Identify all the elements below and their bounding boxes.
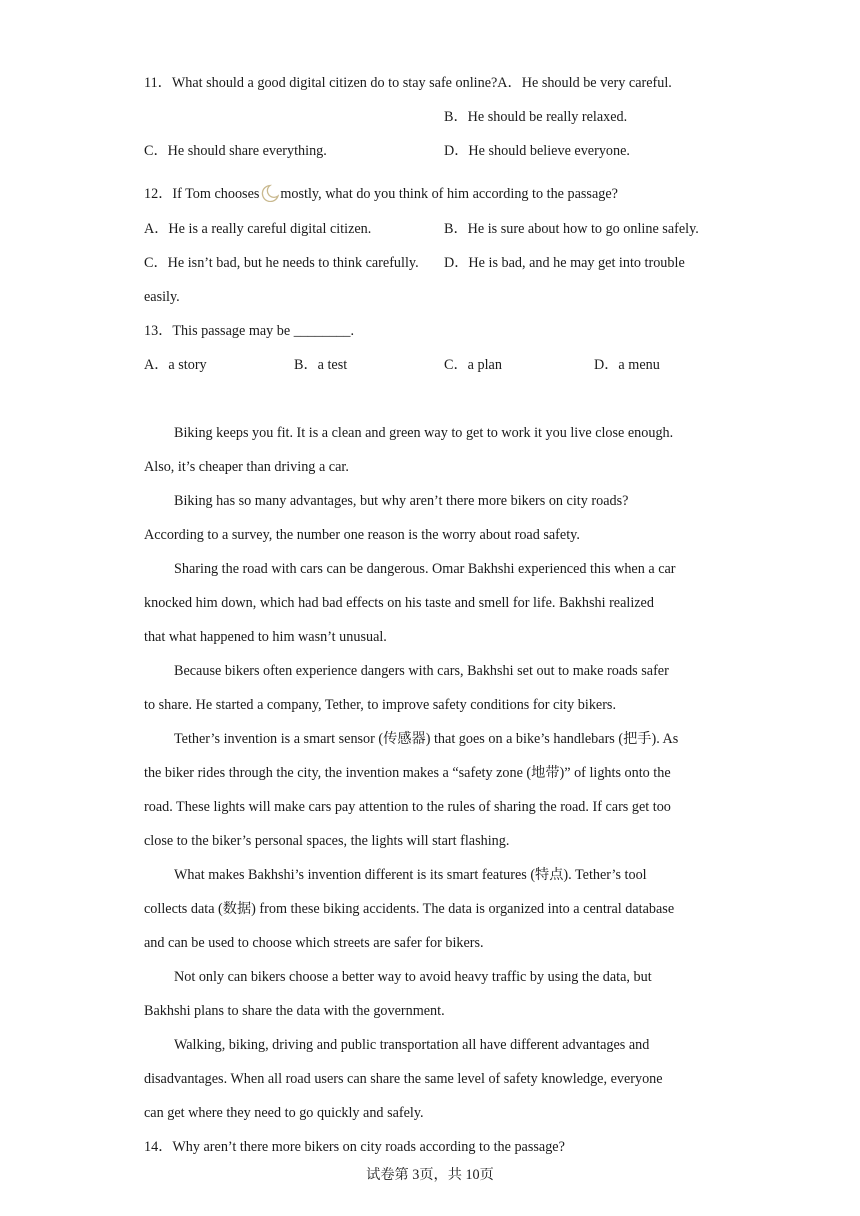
- question-14-stem: 14．Why aren’t there more bikers on city roads according to the passage?: [144, 1139, 565, 1155]
- crescent-moon-icon: [259, 184, 279, 202]
- question-12-option-d-continued: easily.: [144, 289, 180, 305]
- passage-line: Tether’s invention is a smart sensor (传感器) that goes on a bike’s handlebars (把手). As: [174, 731, 679, 747]
- passage-line: Not only can bikers choose a better way to avoid heavy traffic by using the data, but: [174, 969, 652, 985]
- passage-line: can get where they need to go quickly and safely.: [144, 1105, 424, 1121]
- passage-line: What makes Bakhshi’s invention different is its smart features (特点). Tether’s tool: [174, 867, 647, 883]
- passage-line: close to the biker’s personal spaces, the lights will start flashing.: [144, 833, 510, 849]
- question-12-stem-before: 12．If Tom chooses: [144, 186, 260, 202]
- question-11-option-d: D．He should believe everyone.: [444, 143, 630, 159]
- passage-line: Also, it’s cheaper than driving a car.: [144, 459, 349, 475]
- passage-line: Because bikers often experience dangers with cars, Bakhshi set out to make roads safer: [174, 663, 669, 679]
- passage-line: Bakhshi plans to share the data with the government.: [144, 1003, 445, 1019]
- passage-line: Biking keeps you fit. It is a clean and green way to get to work it you live close enough.: [174, 425, 674, 441]
- passage-line: the biker rides through the city, the invention makes a “safety zone (地带)” of lights onto the: [144, 765, 671, 781]
- question-13-option-d: D．a menu: [594, 357, 660, 373]
- passage-line: road. These lights will make cars pay attention to the rules of sharing the road. If cars get too: [144, 799, 671, 815]
- passage-line: knocked him down, which had bad effects on his taste and smell for life. Bakhshi realized: [144, 595, 654, 611]
- question-11-option-c: C．He should share everything.: [144, 143, 327, 159]
- passage-line: disadvantages. When all road users can share the same level of safety knowledge, everyone: [144, 1071, 663, 1087]
- passage-line: Sharing the road with cars can be dangerous. Omar Bakhshi experienced this when a car: [174, 561, 676, 577]
- question-12-option-b: B．He is sure about how to go online safely.: [444, 221, 699, 237]
- question-11-stem: 11．What should a good digital citizen do to stay safe online?: [144, 75, 498, 91]
- passage-line: that what happened to him wasn’t unusual.: [144, 629, 387, 645]
- question-12-stem-after: mostly, what do you think of him according to the passage?: [280, 186, 618, 202]
- passage-line: and can be used to choose which streets are safer for bikers.: [144, 935, 484, 951]
- passage-line: Biking has so many advantages, but why aren’t there more bikers on city roads?: [174, 493, 629, 509]
- question-12-stem: [144, 184, 618, 203]
- question-13-option-b: B．a test: [294, 357, 348, 373]
- passage-line: According to a survey, the number one reason is the worry about road safety.: [144, 527, 580, 543]
- question-13-stem: 13．This passage may be ________.: [144, 323, 355, 339]
- question-12-option-c: C．He isn’t bad, but he needs to think carefully.: [144, 255, 419, 271]
- question-11: [144, 74, 672, 92]
- question-12-option-a: A．He is a really careful digital citizen.: [144, 221, 372, 237]
- passage-line: collects data (数据) from these biking accidents. The data is organized into a central database: [144, 901, 675, 917]
- passage-line: to share. He started a company, Tether, to improve safety conditions for city bikers.: [144, 697, 617, 713]
- question-11-option-a: A．He should be very careful.: [497, 75, 672, 91]
- question-13-option-a: A．a story: [144, 357, 207, 373]
- question-13-option-c: C．a plan: [444, 357, 502, 373]
- page-footer: 试卷第 3页，共 10页: [366, 1167, 494, 1183]
- question-11-option-b: B．He should be really relaxed.: [444, 109, 628, 125]
- question-12-option-d: D．He is bad, and he may get into trouble: [444, 255, 685, 271]
- passage-line: Walking, biking, driving and public transportation all have different advantages and: [174, 1037, 650, 1053]
